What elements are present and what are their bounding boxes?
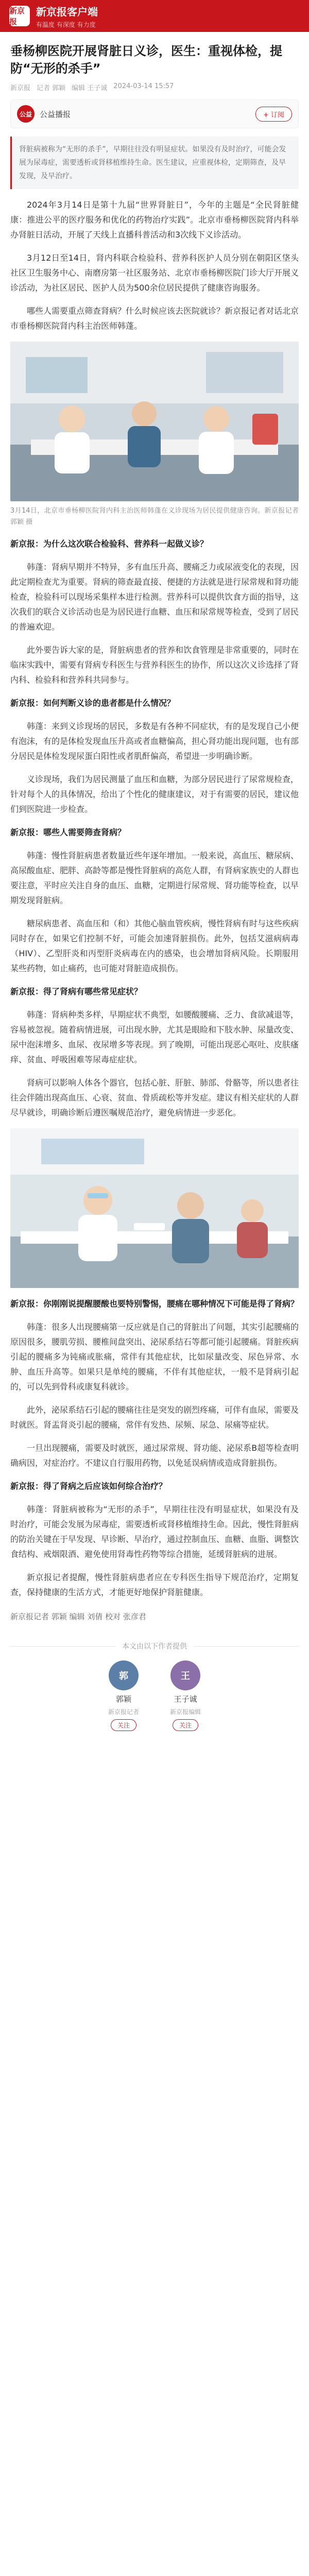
answer-paragraph: 义诊现场，我们为居民测量了血压和血糖，为部分居民进行了尿常规检查，针对每个人的具体情况，给出了个性化的健康建议，对于有需要的居民，建议他们到医院进一步检查。: [10, 774, 299, 814]
recommend-divider: [10, 1641, 299, 1651]
meta-date: 2024-03-14 15:57: [113, 82, 174, 90]
author-card[interactable]: [170, 1660, 201, 1731]
meta-author: 记者 郭颖: [37, 84, 66, 92]
divider-line: [193, 1646, 299, 1647]
recommend-title: 本文由以下作者提供: [122, 1642, 187, 1651]
author-follow-button[interactable]: 关注: [111, 1719, 136, 1731]
brand-block: [36, 4, 98, 29]
question-heading: 新京报：你刚刚说提醒腰酸也要特别警惕，腰痛在哪种情况下可能是得了肾病？: [10, 1299, 299, 1309]
brand-name: 新京报客户端: [36, 5, 98, 18]
account-avatar: 公益: [17, 105, 35, 123]
subscribe-button[interactable]: + 订阅: [255, 107, 292, 122]
author-avatar[interactable]: 王: [170, 1660, 200, 1690]
answer-paragraph: 韩蓬：慢性肾脏病患者数量近些年逐年增加。一般来说，高血压、糖尿病、高尿酸血症、肥胖、高龄等都是慢性肾脏病的高危人群，有肾病家族史的人群也要注意，平时应关注自身的血压、血糖，定期进行尿常规、肾功能等检查，以早期发现肾脏病。: [10, 851, 299, 905]
answer-paragraph: 一旦出现腰痛，需要及时就医，通过尿常规、肾功能、泌尿系B超等检查明确病因，对症治疗。不建议自行服用药物，以免延误病情或造成肾脏损伤。: [10, 1443, 299, 1468]
paragraph: 哪些人需要重点筛查肾病？什么时候应该去医院就诊？新京报记者对话北京市垂杨柳医院肾内科主治医师韩蓬。: [10, 306, 299, 331]
answer-paragraph: 糖尿病患者、高血压和（和）其他心脑血管疾病，慢性肾病有时与这些疾病同时存在，如果它们控制不好，可能会加速肾脏损伤。此外，包括艾滋病病毒（HIV）、乙型肝炎和丙型肝炎病毒在内的感染，也会增加肾病风险。长期服用某些药物，如止痛药，也可能对肾脏造成损伤。: [10, 919, 299, 973]
author-follow-button[interactable]: 关注: [173, 1719, 198, 1731]
clinic-photo: [10, 342, 299, 501]
answer-paragraph: 此外要告诉大家的是，肾脏病患者的营养和饮食管理是非常重要的，同时在临床实践中，需要有肾病专科医生与营养科医生的协作，所以这次义诊选择了肾内科、检验科和营养科共同参与。: [10, 645, 299, 685]
meta-source: 新京报: [10, 84, 31, 92]
clinic-photo-illustration: [10, 342, 299, 501]
answer-paragraph: 新京报记者提醒，慢性肾脏病患者应在专科医生指导下规范治疗，定期复查，保持健康的生活方式，才能更好地保护肾脏健康。: [10, 1572, 299, 1597]
paragraph: 3月12日至14日，肾内科联合检验科、营养科医护人员分别在朝阳区垡头社区卫生服务中心、南磨房第一社区服务站、北京市垂杨柳医院门诊大厅开展义诊活动，为社区居民、医护人员为500余位居民提供了健康咨询服务。: [10, 253, 299, 293]
answer-paragraph: 肾病可以影响人体各个器官，包括心脏、肝脏、肺部、骨骼等，所以患者往往会伴随出现高血压、心衰、贫血、骨质疏松等并发症。建议有相关症状的人群尽早就诊，明确诊断后遵医嘱规范治疗，避免病情进一步恶化。: [10, 1078, 299, 1117]
author-name[interactable]: 王子诚: [174, 1694, 197, 1704]
author-role: 新京报记者: [108, 1708, 139, 1716]
app-logo: 新京报: [9, 6, 30, 26]
author-name[interactable]: 郭颖: [115, 1694, 131, 1704]
article-meta: [10, 82, 299, 92]
answer-paragraph: 韩蓬：来到义诊现场的居民，多数是有各种不同症状，有的是发现自己小便有泡沫，有的是体检发现血压升高或者血糖偏高，担心肾功能出现问题，也有部分居民是体检发现尿蛋白阳性或者肌酐偏高，希望进一步明确诊断。: [10, 721, 299, 761]
answer-paragraph: 韩蓬：肾病早期并不特异，多有血压升高、腰痛乏力或尿液变化的表现，因此定期检查尤为重要。肾病的筛查最直接、便捷的方法就是进行尿常规和肾功能检查，检验科可以现场采集样本进行检测。营养科可以提供饮食方面的指导，这次我们的联合义诊活动也是为居民进行血糖、血压和尿常规等检查，受到了居民的普遍欢迎。: [10, 562, 299, 632]
question-heading: 新京报：得了肾病有哪些常见症状？: [10, 987, 143, 996]
paragraph: 2024年3月14日是第十九届“世界肾脏日”，今年的主题是“全民肾脏健康：推进公平的医疗服务和优化的药物治疗实践”。北京市垂杨柳医院肾内科举办肾脏日活动，开展了天线上直播科普活动和3次线下义诊活动。: [10, 200, 299, 240]
answer-paragraph: 韩蓬：肾病种类多样，早期症状不典型，如腰酸腰痛、乏力、食欲减退等，容易被忽视。随着病情进展，可出现水肿，尤其是眼睑和下肢水肿、尿量改变、尿中泡沫增多、血尿、夜尿增多等表现。到了晚期，可能出现恶心呕吐、皮肤瘙痒、贫血、呼吸困难等尿毒症症状。: [10, 1010, 299, 1064]
app-header: [0, 0, 309, 32]
answer-paragraph: 此外，泌尿系结石引起的腰痛往往是突发的剧烈疼痛，可伴有血尿，需要及时就医。肾盂肾炎引起的腰痛，常伴有发热、尿频、尿急、尿痛等症状。: [10, 1405, 299, 1430]
question-heading: 新京报：如何判断义诊的患者都是什么情况？: [10, 698, 176, 708]
account-info: [17, 105, 71, 123]
article-title: 垂杨柳医院开展肾脏日义诊，医生：重视体检，提防“无形的杀手”: [10, 44, 282, 76]
author-card[interactable]: [108, 1660, 139, 1731]
author-list: [10, 1660, 299, 1750]
article-body: [0, 32, 309, 1750]
consultation-photo-illustration: [10, 1128, 299, 1288]
question-heading: 新京报：得了肾病之后应该如何综合治疗？: [10, 1481, 167, 1491]
consultation-photo: [10, 1128, 299, 1288]
account-name[interactable]: 公益播报: [40, 109, 71, 119]
article-byline: 新京报记者 郭颖 编辑 刘倩 校对 张彦君: [10, 1612, 146, 1621]
answer-paragraph: 韩蓬：很多人出现腰痛第一反应就是自己的肾脏出了问题，其实引起腰痛的原因很多，腰肌劳损、腰椎间盘突出、泌尿系结石等都可能引起腰痛。肾脏疾病引起的腰痛多为钝痛或胀痛，常伴有其他症状，比如尿量改变、尿色异常、水肿、血压升高等。如果只是单纯的腰痛，不伴有其他症状，一般不是肾病引起的，可以先到骨科或康复科就诊。: [10, 1322, 299, 1392]
answer-paragraph: 韩蓬：肾脏病被称为“无形的杀手”，早期往往没有明显症状，如果没有及时治疗，可能会发展为尿毒症，需要透析或肾移植维持生命。因此，慢性肾脏病的防治关键在于早发现、早诊断、早治疗，通过控制血压、血糖、血脂、调整饮食结构、戒烟限酒、避免使用肾毒性药物等综合措施，延缓肾脏病的进展。: [10, 1504, 299, 1559]
account-card: [10, 99, 299, 128]
question-heading: 新京报：为什么这次联合检验科、营养科一起做义诊？: [10, 539, 209, 549]
photo-caption: 3月14日，北京市垂杨柳医院肾内科主治医师韩蓬在义诊现场为居民提供健康咨询。新京报记者 郭颖 摄: [10, 507, 299, 526]
meta-editor: 编辑 王子诚: [72, 84, 108, 92]
article-summary: 肾脏病被称为“无形的杀手”，早期往往没有明显症状。如果没有及时治疗，可能会发展为尿毒症，需要透析或肾移植维持生命。医生建议，应重视体检，定期筛查，及早发现，及早治疗。: [10, 137, 299, 189]
author-avatar[interactable]: 郭: [109, 1660, 139, 1690]
brand-slogan: 有温度 有深度 有力度: [36, 21, 96, 28]
divider-line: [10, 1646, 116, 1647]
author-role: 新京报编辑: [170, 1708, 201, 1716]
question-heading: 新京报：哪些人需要筛查肾病？: [10, 827, 126, 837]
